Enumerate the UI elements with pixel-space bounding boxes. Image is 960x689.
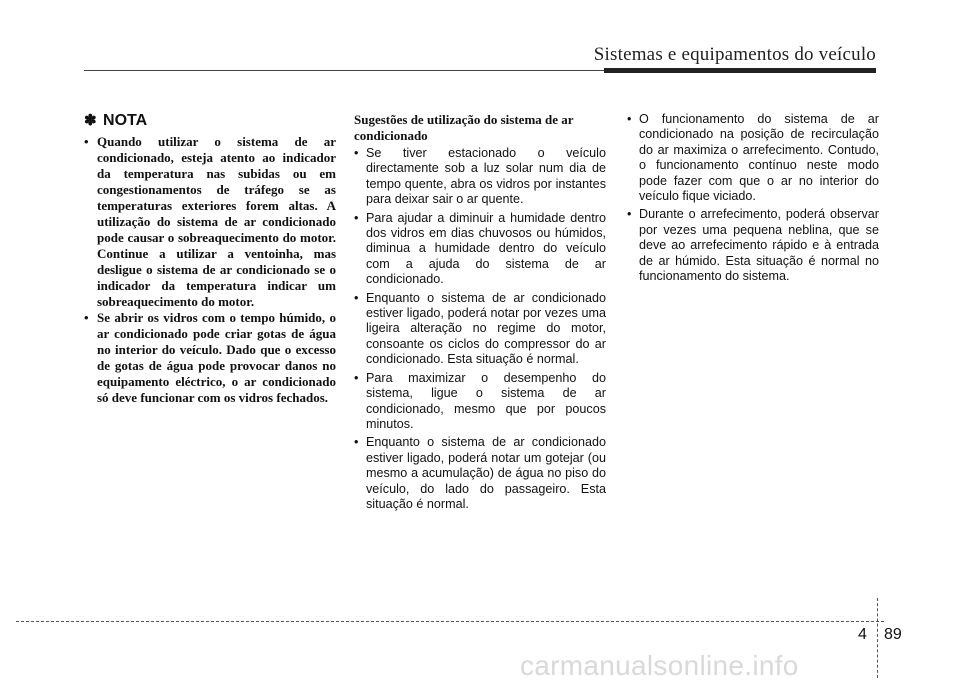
column-tips-continued <box>627 112 879 287</box>
list-item: • Para maximizar o desempenho do sistema, ligue o sistema de ar condicionado, mesmo que por poucos minutos. <box>354 371 606 433</box>
column-tips <box>354 112 606 515</box>
page-number: 89 <box>884 626 902 643</box>
page-header-title: Sistemas e equipamentos do veículo <box>593 44 876 65</box>
tips-heading: Sugestões de utilização do sistema de ar condicionado <box>354 112 574 143</box>
list-item: • Para ajudar a diminuir a humidade dentro dos vidros em dias chuvosos ou húmidos, diminua a humidade dentro do veículo com a ajuda do sistema de ar condicionado. <box>354 211 606 288</box>
list-item: • Se abrir os vidros com o tempo húmido, o ar condicionado pode criar gotas de água no interior do veículo. Dado que o excesso de gotas de água pode provocar danos no equipamento eléctrico, o ar condicionado só deve funcionar com os vidros fechados. <box>84 310 336 406</box>
chapter-number: 4 <box>858 626 867 643</box>
column-nota <box>84 112 336 406</box>
tips-list-continued <box>627 112 879 284</box>
list-item: • Enquanto o sistema de ar condicionado estiver ligado, poderá notar por vezes uma ligeira alteração no regime do motor, consoante os ciclos do compressor do ar condicionado. Esta situação é normal. <box>354 291 606 368</box>
star-icon: ✽ <box>84 112 97 129</box>
nota-heading <box>84 112 336 130</box>
list-item: • Durante o arrefecimento, poderá observar por vezes uma pequena neblina, que se deve ao arrefecimento rápido e à entrada de ar húmido. Esta situação é normal no funcionamento do sistema. <box>627 207 879 284</box>
list-item: • Quando utilizar o sistema de ar condicionado, esteja atento ao indicador da temperatura nas subidas ou em congestionamentos de tráfego se as temperaturas exteriores forem altas. A utilização do sistema de ar condicionado pode causar o sobreaquecimento do motor. Continue a utilizar a ventoinha, mas desligue o sistema de ar condicionado se o indicador da temperatura indicar um sobreaquecimento do motor. <box>84 134 336 310</box>
footer-rule <box>16 621 884 622</box>
watermark: carmanualsonline.info <box>520 650 799 681</box>
footer-divider <box>877 598 878 678</box>
nota-list <box>84 134 336 406</box>
list-item: • Se tiver estacionado o veículo directamente sob a luz solar num dia de tempo quente, abra os vidros por instantes para deixar sair o ar quente. <box>354 146 606 208</box>
list-item: • O funcionamento do sistema de ar condicionado na posição de recirculação do ar maximiza o arrefecimento. Contudo, o funcionamento contínuo neste modo pode fazer com que o ar no interior do veículo fique viciado. <box>627 112 879 204</box>
list-item: • Enquanto o sistema de ar condicionado estiver ligado, poderá notar um gotejar (ou mesmo a acumulação) de água no piso do veículo, do lado do passageiro. Esta situação é normal. <box>354 435 606 512</box>
nota-title: NOTA <box>103 112 148 129</box>
tips-list <box>354 146 606 512</box>
header-accent-bar <box>604 68 876 73</box>
